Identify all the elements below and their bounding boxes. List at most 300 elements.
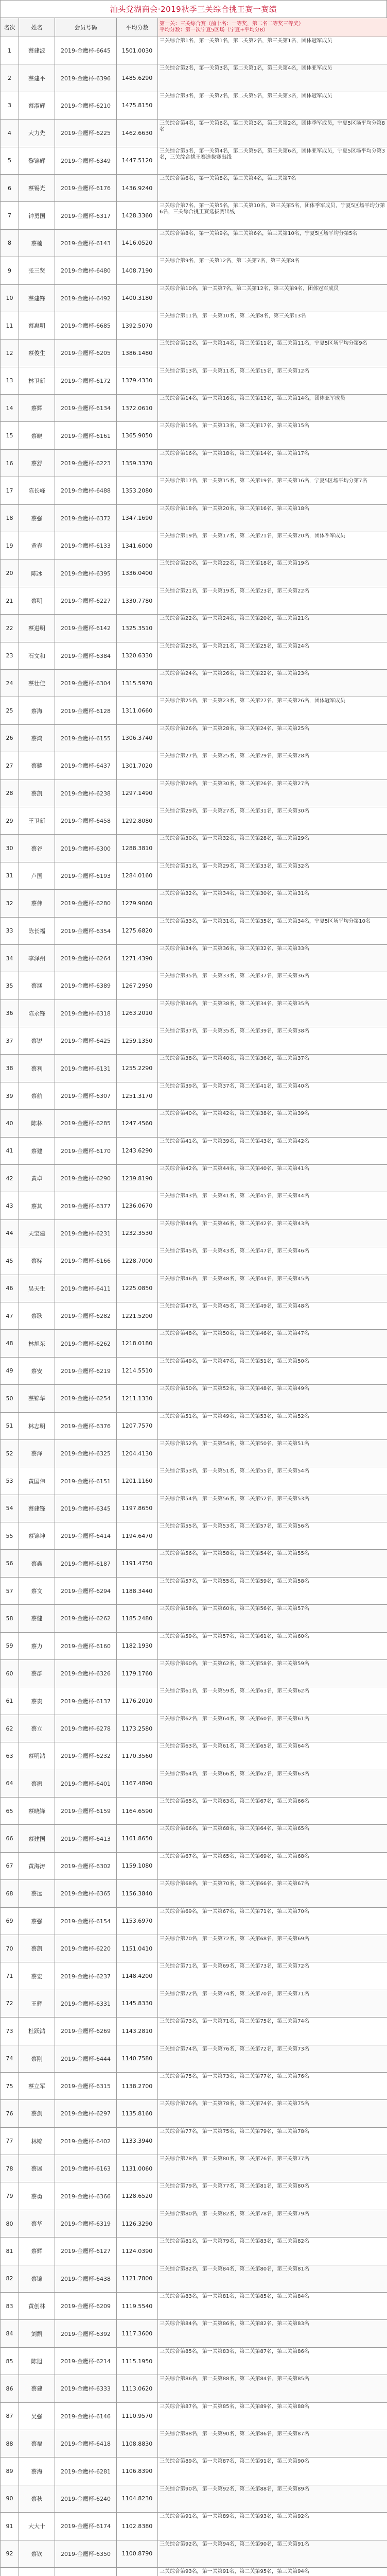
cell-name: 蔡锦	[19, 2265, 55, 2292]
table-row	[1, 807, 387, 834]
cell-score: 1336.0400	[117, 560, 158, 587]
cell-member-id: 2019-金鹰杯-6205	[55, 340, 117, 367]
table-row	[1, 229, 387, 257]
cell-score: 1225.0850	[117, 1275, 158, 1302]
table-row	[1, 2485, 387, 2512]
cell-score: 1359.3370	[117, 449, 158, 477]
cell-score: 1400.3180	[117, 284, 158, 312]
table-row	[1, 779, 387, 807]
cell-member-id: 2019-金鹰杯-6232	[55, 1742, 117, 1770]
cell-notes: 三关综合第50名，第一关第52名，第二关第48名，第三关第49名	[158, 1385, 387, 1412]
cell-member-id: 2019-金鹰杯-6187	[55, 1550, 117, 1577]
cell-score: 1379.4330	[117, 367, 158, 394]
cell-score: 1104.8230	[117, 2485, 158, 2512]
cell-score: 1128.6520	[117, 2182, 158, 2210]
cell-member-id: 2019-金鹰杯-6151	[55, 1467, 117, 1495]
table-row	[1, 2100, 387, 2127]
cell-rank: 28	[1, 779, 19, 807]
cell-rank: 58	[1, 1605, 19, 1632]
cell-rank: 90	[1, 2485, 19, 2512]
cell-name: 蔡晓锋	[19, 1798, 55, 1825]
cell-rank: 12	[1, 340, 19, 367]
table-row	[1, 724, 387, 752]
cell-member-id: 2019-金鹰杯-6237	[55, 1962, 117, 1990]
cell-rank: 27	[1, 752, 19, 779]
cell-name: 李泽州	[19, 944, 55, 972]
cell-member-id: 2019-金鹰杯-6304	[55, 669, 117, 697]
cell-score: 1185.2480	[117, 1605, 158, 1632]
cell-score: 1347.1690	[117, 504, 158, 532]
table-row	[1, 2347, 387, 2375]
table-row	[1, 1577, 387, 1604]
cell-name: 蔡海	[19, 2458, 55, 2485]
table-row	[1, 367, 387, 394]
cell-notes: 三关综合第68名，第一关第70名，第二关第66名，第三关第67名	[158, 1880, 387, 1907]
cell-score: 1167.4890	[117, 1770, 158, 1797]
cell-notes: 三关综合第19名，第一关第17名，第二关第21名，第三关第20名，团体季军成员	[158, 532, 387, 560]
cell-score: 1110.9570	[117, 2402, 158, 2430]
cell-rank: 4	[1, 120, 19, 147]
cell-member-id	[55, 2567, 117, 2576]
cell-name: 天宝建	[19, 1219, 55, 1247]
cell-name: 石文和	[19, 642, 55, 669]
cell-rank: 75	[1, 2072, 19, 2099]
cell-rank: 86	[1, 2375, 19, 2402]
cell-member-id: 2019-金鹰杯-6159	[55, 1798, 117, 1825]
cell-notes: 三关综合第57名，第一关第55名，第二关第59名，第三关第58名	[158, 1577, 387, 1604]
cell-name: 大大十	[19, 2513, 55, 2540]
cell-notes: 三关综合第44名，第一关第46名，第二关第42名，第三关第43名	[158, 1219, 387, 1247]
cell-member-id: 2019-金鹰杯-6297	[55, 2100, 117, 2127]
cell-score: 1341.6000	[117, 532, 158, 560]
table-row	[1, 2540, 387, 2567]
cell-name: 陈永锋	[19, 999, 55, 1027]
table-row	[1, 532, 387, 560]
cell-name: 蔡力	[19, 1632, 55, 1659]
cell-rank: 38	[1, 1055, 19, 1082]
cell-member-id: 2019-金鹰杯-6269	[55, 2018, 117, 2045]
cell-name: 蔡航	[19, 1082, 55, 1109]
table-row	[1, 1742, 387, 1770]
cell-rank: 79	[1, 2182, 19, 2210]
cell-rank: 21	[1, 587, 19, 614]
cell-rank: 70	[1, 1935, 19, 1962]
cell-name: 蔡福	[19, 2430, 55, 2457]
cell-member-id: 2019-金鹰杯-6345	[55, 1495, 117, 1522]
cell-name: 蔡剑	[19, 2100, 55, 2127]
cell-rank: 32	[1, 890, 19, 917]
cell-name: 蔡建平	[19, 64, 55, 92]
cell-score: 1408.7190	[117, 257, 158, 284]
cell-member-id: 2019-金鹰杯-6154	[55, 1907, 117, 1935]
cell-rank: 1	[1, 37, 19, 64]
cell-score: 1428.3360	[117, 202, 158, 229]
cell-name: 蔡俊生	[19, 340, 55, 367]
cell-name: 蔡进明	[19, 615, 55, 642]
cell-rank: 68	[1, 1880, 19, 1907]
cell-rank: 45	[1, 1247, 19, 1275]
cell-notes: 三关综合第55名，第一关第53名，第二关第57名，第三关第56名	[158, 1522, 387, 1550]
cell-notes: 三关综合第83名，第一关第81名，第二关第85名，第三关第84名	[158, 2293, 387, 2320]
cell-score: 1113.0620	[117, 2375, 158, 2402]
table-row	[1, 2155, 387, 2182]
table-row	[1, 1550, 387, 1577]
cell-name: 蔡鑫	[19, 1550, 55, 1577]
cell-rank: 80	[1, 2210, 19, 2237]
cell-rank: 76	[1, 2100, 19, 2127]
cell-member-id: 2019-金鹰杯-6414	[55, 1522, 117, 1550]
cell-notes: 三关综合第80名，第一关第82名，第二关第78名，第三关第79名	[158, 2210, 387, 2237]
cell-name: 蔡耀	[19, 752, 55, 779]
cell-member-id: 2019-金鹰杯-6238	[55, 779, 117, 807]
table-row	[1, 504, 387, 532]
cell-notes: 三关综合第78名，第一关第80名，第二关第76名，第三关第77名	[158, 2155, 387, 2182]
cell-name: 蔡明鸿	[19, 1742, 55, 1770]
cell-member-id: 2019-金鹰杯-6193	[55, 862, 117, 889]
table-row	[1, 1330, 387, 1357]
cell-name: 蔡华	[19, 2210, 55, 2237]
table-body	[1, 37, 387, 2576]
cell-rank: 77	[1, 2127, 19, 2155]
cell-name: 蔡锦华	[19, 1385, 55, 1412]
cell-rank: 26	[1, 724, 19, 752]
cell-notes: 三关综合第21名，第一关第19名，第二关第23名，第三关第22名	[158, 587, 387, 614]
cell-member-id: 2019-金鹰杯-6294	[55, 1577, 117, 1604]
cell-name: 陈旭	[19, 2347, 55, 2375]
cell-member-id: 2019-金鹰杯-6155	[55, 724, 117, 752]
table-row	[1, 2320, 387, 2347]
cell-name: 蔡立	[19, 1715, 55, 1742]
cell-member-id: 2019-金鹰杯-6392	[55, 2320, 117, 2347]
cell-notes: 三关综合第46名，第一关第48名，第二关第44名，第三关第45名	[158, 1275, 387, 1302]
cell-member-id: 2019-金鹰杯-6365	[55, 1880, 117, 1907]
cell-member-id: 2019-金鹰杯-6227	[55, 587, 117, 614]
cell-name: 蔡辉	[19, 2238, 55, 2265]
table-row	[1, 1522, 387, 1550]
cell-member-id: 2019-金鹰杯-6425	[55, 1027, 117, 1055]
cell-notes: 三关综合第69名，第一关第67名，第二关第71名，第三关第70名	[158, 1907, 387, 1935]
cell-member-id: 2019-金鹰杯-6264	[55, 944, 117, 972]
table-row	[1, 174, 387, 201]
cell-member-id: 2019-金鹰杯-6319	[55, 2210, 117, 2237]
cell-member-id: 2019-金鹰杯-6281	[55, 2458, 117, 2485]
table-row	[1, 560, 387, 587]
cell-rank: 74	[1, 2045, 19, 2072]
table-row	[1, 752, 387, 779]
cell-score: 1164.6590	[117, 1798, 158, 1825]
cell-notes: 三关综合第2名，第一关第3名，第二关第1名，第三关第4名，团体亚军成员	[158, 64, 387, 92]
table-row	[1, 1605, 387, 1632]
cell-score: 1251.3170	[117, 1082, 158, 1109]
table-row	[1, 835, 387, 862]
cell-rank: 18	[1, 504, 19, 532]
table-row	[1, 999, 387, 1027]
table-row	[1, 1302, 387, 1329]
cell-notes: 三关综合第47名，第一关第45名，第二关第49名，第三关第48名	[158, 1302, 387, 1329]
cell-member-id: 2019-金鹰杯-6401	[55, 1770, 117, 1797]
cell-name: 蔡锦坤	[19, 1522, 55, 1550]
cell-rank: 63	[1, 1742, 19, 1770]
table-row	[1, 1852, 387, 1879]
cell-rank: 17	[1, 477, 19, 504]
cell-notes: 三关综合第84名，第一关第86名，第二关第82名，第三关第83名	[158, 2320, 387, 2347]
table-row	[1, 1715, 387, 1742]
cell-score: 1124.0390	[117, 2238, 158, 2265]
cell-score: 1135.8160	[117, 2100, 158, 2127]
cell-member-id: 2019-金鹰杯-6280	[55, 890, 117, 917]
cell-member-id: 2019-金鹰杯-6326	[55, 1660, 117, 1687]
cell-rank: 60	[1, 1660, 19, 1687]
cell-score: 1108.8830	[117, 2430, 158, 2457]
cell-member-id: 2019-金鹰杯-6133	[55, 532, 117, 560]
cell-rank: 31	[1, 862, 19, 889]
cell-name: 蔡建锋	[19, 284, 55, 312]
cell-score: 1228.7000	[117, 1247, 158, 1275]
cell-score: 1143.2810	[117, 2018, 158, 2045]
cell-score: 1214.5510	[117, 1357, 158, 1384]
cell-name: 蔡刚	[19, 2045, 55, 2072]
table-row	[1, 1357, 387, 1384]
cell-score: 1365.9050	[117, 422, 158, 449]
table-row	[1, 1165, 387, 1192]
cell-rank: 25	[1, 697, 19, 724]
cell-notes: 三关综合第77名，第一关第75名，第二关第79名，第三关第78名	[158, 2127, 387, 2155]
cell-member-id: 2019-金鹰杯-6331	[55, 1990, 117, 2017]
cell-rank: 92	[1, 2540, 19, 2567]
cell-member-id: 2019-金鹰杯-6210	[55, 92, 117, 119]
table-row	[1, 2045, 387, 2072]
cell-member-id: 2019-金鹰杯-6282	[55, 1302, 117, 1329]
cell-member-id: 2019-金鹰杯-6262	[55, 1605, 117, 1632]
cell-score: 1501.0030	[117, 37, 158, 64]
cell-member-id: 2019-金鹰杯-6458	[55, 807, 117, 834]
cell-notes: 三关综合第49名，第一关第47名，第二关第51名，第三关第50名	[158, 1357, 387, 1384]
cell-notes: 三关综合第42名，第一关第44名，第二关第40名，第三关第41名	[158, 1165, 387, 1192]
cell-rank: 50	[1, 1385, 19, 1412]
table-row	[1, 1660, 387, 1687]
cell-notes: 三关综合第59名，第一关第57名，第二关第61名，第三关第60名	[158, 1632, 387, 1659]
cell-rank: 49	[1, 1357, 19, 1384]
cell-rank: 88	[1, 2430, 19, 2457]
cell-score: 1194.6470	[117, 1522, 158, 1550]
cell-rank: 37	[1, 1027, 19, 1055]
table-row	[1, 1632, 387, 1659]
cell-member-id: 2019-金鹰杯-6209	[55, 2293, 117, 2320]
cell-member-id: 2019-金鹰杯-6231	[55, 1219, 117, 1247]
cell-score: 1306.3740	[117, 724, 158, 752]
header-rank: 名次	[1, 18, 19, 37]
cell-rank: 84	[1, 2320, 19, 2347]
cell-notes: 三关综合第89名，第一关第87名，第二关第91名，第三关第90名	[158, 2458, 387, 2485]
cell-score: 1182.1930	[117, 1632, 158, 1659]
table-row	[1, 1027, 387, 1055]
table-row	[1, 1770, 387, 1797]
cell-name: 黄卓	[19, 1165, 55, 1192]
cell-score: 1239.8190	[117, 1165, 158, 1192]
cell-notes: 三关综合第31名，第一关第29名，第二关第33名，第三关第32名	[158, 862, 387, 889]
cell-rank: 30	[1, 835, 19, 862]
cell-member-id: 2019-金鹰杯-6166	[55, 1247, 117, 1275]
cell-rank: 51	[1, 1412, 19, 1439]
cell-name: 蔡涵	[19, 972, 55, 999]
cell-notes: 三关综合第38名，第一关第40名，第二关第36名，第三关第37名	[158, 1055, 387, 1082]
cell-score: 1218.0180	[117, 1330, 158, 1357]
cell-member-id: 2019-金鹰杯-6134	[55, 395, 117, 422]
cell-rank: 33	[1, 917, 19, 944]
cell-member-id: 2019-金鹰杯-6418	[55, 2430, 117, 2457]
cell-member-id: 2019-金鹰杯-6333	[55, 2375, 117, 2402]
cell-rank: 54	[1, 1495, 19, 1522]
cell-notes: 三关综合第15名，第一关第13名，第二关第17名，第三关第15名	[158, 422, 387, 449]
cell-name: 张三贤	[19, 257, 55, 284]
cell-score: 1279.9060	[117, 890, 158, 917]
table-row	[1, 615, 387, 642]
cell-name: 黄春	[19, 532, 55, 560]
cell-notes: 三关综合第79名，第一关第77名，第二关第81名，第三关第80名	[158, 2182, 387, 2210]
cell-name: 蔡凯	[19, 779, 55, 807]
cell-notes: 三关综合第85名，第一关第83名，第二关第87名，第三关第86名	[158, 2347, 387, 2375]
table-row	[1, 1825, 387, 1852]
cell-member-id: 2019-金鹰杯-6225	[55, 120, 117, 147]
cell-notes: 三关综合第20名，第一关第22名，第二关第18名，第三关第19名	[158, 560, 387, 587]
cell-member-id: 2019-金鹰杯-6143	[55, 229, 117, 257]
cell-notes: 三关综合第6名，第一关第8名，第二关第4名，第三关第7名	[158, 174, 387, 201]
cell-score: 1131.0060	[117, 2155, 158, 2182]
cell-score: 1145.8330	[117, 1990, 158, 2017]
cell-member-id: 2019-金鹰杯-6685	[55, 312, 117, 339]
cell-rank: 61	[1, 1687, 19, 1715]
table-row	[1, 2293, 387, 2320]
cell-score: 1153.6970	[117, 1907, 158, 1935]
cell-notes: 三关综合第9名，第一关第12名，第二关第7名，第三关第8名	[158, 257, 387, 284]
cell-notes: 三关综合第71名，第一关第69名，第二关第73名，第三关第72名	[158, 1962, 387, 1990]
cell-name: 蔡海	[19, 697, 55, 724]
cell-notes: 三关综合第5名，第一关第4名，第二关第9名，第三关第6名，团体亚军成员，宁夏5区场平均分第3名，三关综合挑王赛选拔赛出线	[158, 147, 387, 174]
cell-notes: 三关综合第81名，第一关第79名，第二关第83名，第三关第82名	[158, 2238, 387, 2265]
cell-rank: 22	[1, 615, 19, 642]
cell-score: 1301.7020	[117, 752, 158, 779]
cell-score: 1173.2580	[117, 1715, 158, 1742]
cell-score: 1204.4130	[117, 1439, 158, 1467]
cell-notes: 三关综合第27名，第一关第25名，第二关第29名，第三关第28名	[158, 752, 387, 779]
cell-score: 1353.2080	[117, 477, 158, 504]
cell-score: 1221.5200	[117, 1302, 158, 1329]
table-row	[1, 2018, 387, 2045]
cell-rank: 48	[1, 1330, 19, 1357]
cell-notes: 三关综合第72名，第一关第74名，第二关第70名，第三关第71名	[158, 1990, 387, 2017]
table-row	[1, 2072, 387, 2099]
cell-member-id: 2019-金鹰杯-6437	[55, 752, 117, 779]
cell-score: 1100.8790	[117, 2540, 158, 2567]
cell-score: 1372.0610	[117, 395, 158, 422]
cell-rank: 53	[1, 1467, 19, 1495]
cell-score: 1117.3600	[117, 2320, 158, 2347]
cell-score: 1275.6820	[117, 917, 158, 944]
header-member-id: 会员号码	[55, 18, 117, 37]
page-title: 汕头党湖商会·2019秋季三关综合挑王赛一赛绩	[0, 0, 387, 18]
cell-score: 1140.7580	[117, 2045, 158, 2072]
cell-member-id: 2019-金鹰杯-6488	[55, 477, 117, 504]
cell-rank: 55	[1, 1522, 19, 1550]
cell-name: 蔡健	[19, 1605, 55, 1632]
table-row	[1, 395, 387, 422]
cell-rank: 13	[1, 367, 19, 394]
cell-member-id: 2019-金鹰杯-6127	[55, 2238, 117, 2265]
cell-notes: 三关综合第91名，第一关第89名，第二关第93名，第三关第92名	[158, 2513, 387, 2540]
table-row	[1, 120, 387, 147]
cell-rank: 59	[1, 1632, 19, 1659]
cell-score: 1315.5970	[117, 669, 158, 697]
cell-rank: 11	[1, 312, 19, 339]
cell-member-id: 2019-金鹰杯-6411	[55, 1275, 117, 1302]
cell-notes: 三关综合第61名，第一关第59名，第二关第63名，第三关第62名	[158, 1687, 387, 1715]
cell-notes: 三关综合第28名，第一关第30名，第二关第26名，第三关第27名	[158, 779, 387, 807]
cell-rank: 64	[1, 1770, 19, 1797]
cell-notes: 三关综合第60名，第一关第62名，第二关第58名，第三关第59名	[158, 1660, 387, 1687]
cell-score: 1263.2010	[117, 999, 158, 1027]
cell-name: 吴天生	[19, 1275, 55, 1302]
table-row	[1, 1990, 387, 2017]
cell-name: 大力先	[19, 120, 55, 147]
cell-member-id: 2019-金鹰杯-6220	[55, 1935, 117, 1962]
cell-score: 1416.0520	[117, 229, 158, 257]
table-row	[1, 257, 387, 284]
cell-score: 1325.3510	[117, 615, 158, 642]
cell-name: 蔡振	[19, 1770, 55, 1797]
table-row	[1, 284, 387, 312]
cell-score: 1236.0670	[117, 1192, 158, 1219]
cell-name: 黎锦辉	[19, 147, 55, 174]
cell-notes: 三关综合第66名，第一关第68名，第二关第64名，第三关第65名	[158, 1825, 387, 1852]
cell-rank: 42	[1, 1165, 19, 1192]
cell-name: 蔡建	[19, 1137, 55, 1164]
cell-member-id: 2019-金鹰杯-6300	[55, 835, 117, 862]
cell-notes: 三关综合第18名，第一关第20名，第二关第16名，第三关第18名	[158, 504, 387, 532]
cell-score: 1288.3810	[117, 835, 158, 862]
cell-member-id: 2019-金鹰杯-6438	[55, 2265, 117, 2292]
cell-member-id: 2019-金鹰杯-6389	[55, 972, 117, 999]
cell-member-id: 2019-金鹰杯-6223	[55, 449, 117, 477]
cell-name: 蔡钦	[19, 2540, 55, 2567]
table-row	[1, 2265, 387, 2292]
cell-name: 陈林	[19, 1110, 55, 1137]
cell-score: 1485.6290	[117, 64, 158, 92]
cell-score: 1386.1480	[117, 340, 158, 367]
cell-notes: 三关综合第70名，第一关第72名，第二关第68名，第三关第69名	[158, 1935, 387, 1962]
cell-member-id: 2019-金鹰杯-6402	[55, 2127, 117, 2155]
cell-rank: 20	[1, 560, 19, 587]
cell-name: 林志明	[19, 1412, 55, 1439]
cell-score: 1151.0410	[117, 1935, 158, 1962]
cell-rank: 85	[1, 2347, 19, 2375]
cell-score: 1188.3440	[117, 1577, 158, 1604]
table-row	[1, 1467, 387, 1495]
cell-rank: 29	[1, 807, 19, 834]
cell-rank: 6	[1, 174, 19, 201]
table-row	[1, 1137, 387, 1164]
cell-name: 蔡建波	[19, 37, 55, 64]
cell-member-id: 2019-金鹰杯-6349	[55, 147, 117, 174]
cell-rank: 46	[1, 1275, 19, 1302]
cell-name: 蔡勇	[19, 2182, 55, 2210]
cell-notes: 三关综合第40名，第一关第42名，第二关第38名，第三关第39名	[158, 1110, 387, 1137]
cell-rank: 36	[1, 999, 19, 1027]
table-row	[1, 340, 387, 367]
table-row	[1, 1962, 387, 1990]
cell-name: 卢国	[19, 862, 55, 889]
table-row	[1, 972, 387, 999]
cell-rank: 10	[1, 284, 19, 312]
